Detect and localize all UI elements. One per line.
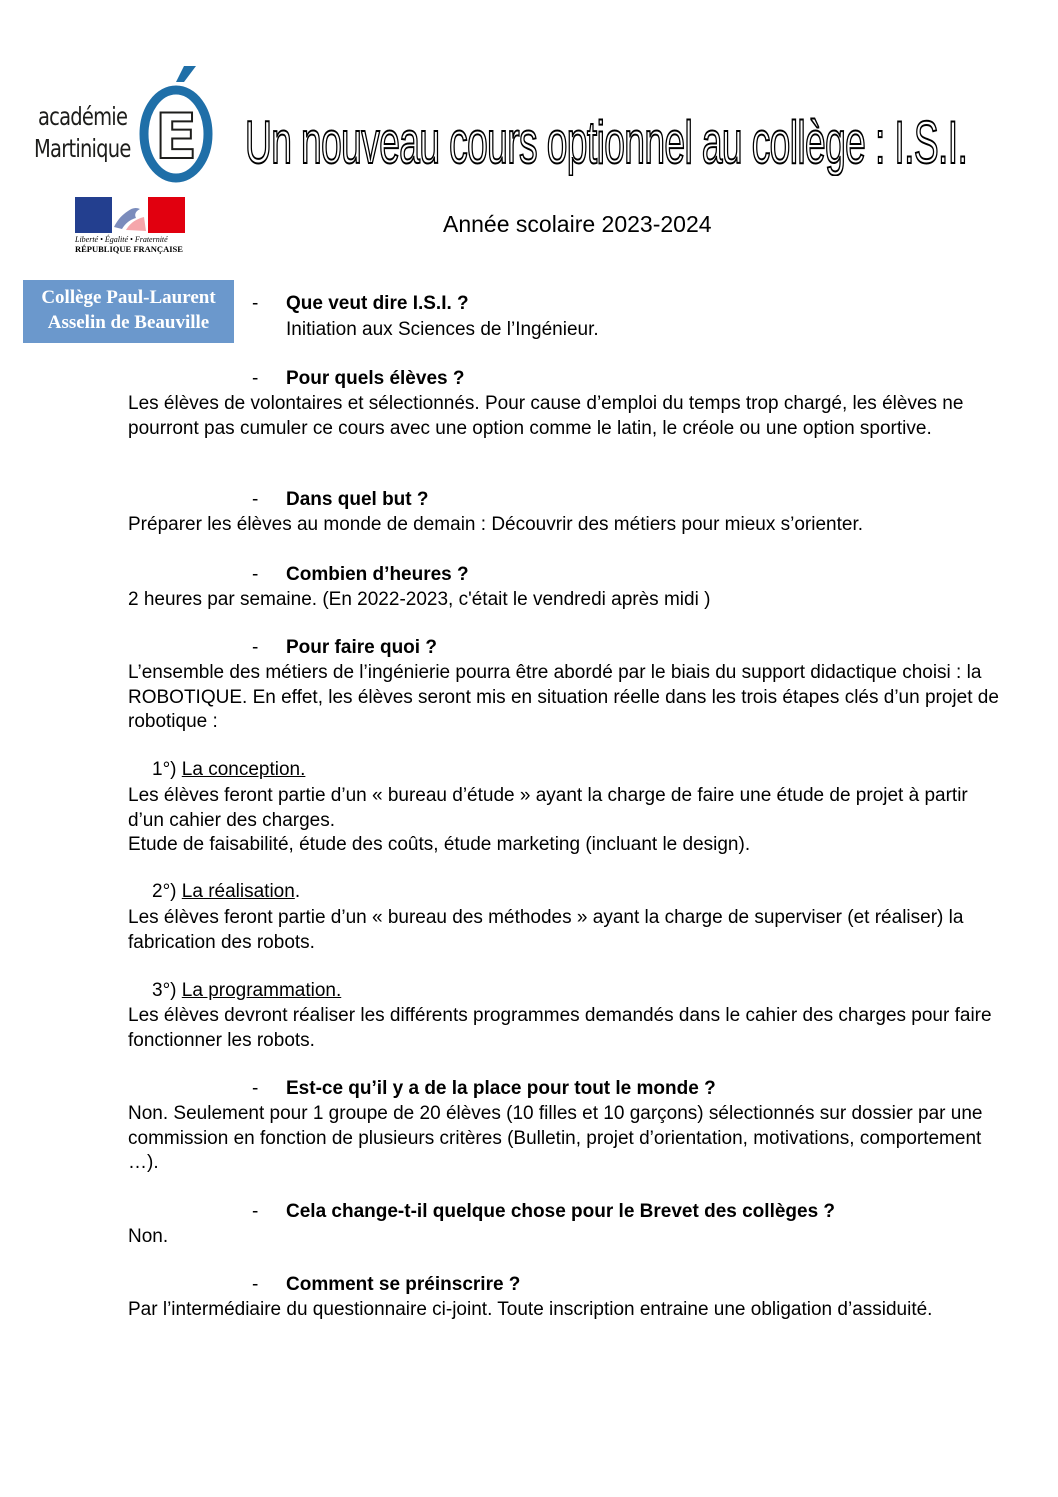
- question-heading: Pour quels élèves ?: [286, 368, 465, 389]
- step-text: Les élèves devront réaliser les différents programmes demandés dans le cahier des charges pour faire fonctionner les robots.: [128, 1005, 992, 1051]
- step-number: 2°): [152, 881, 177, 902]
- academie-e-emblem-icon: [138, 62, 218, 187]
- answer-text: Par l’intermédiaire du questionnaire ci-joint. Toute inscription entraine une obligation d’assiduité.: [128, 1299, 933, 1320]
- question-heading: Que veut dire I.S.I. ?: [286, 293, 469, 314]
- page-title-text: Un nouveau cours optionnel au collège : I.S.I.: [245, 109, 968, 176]
- step-heading: [152, 980, 341, 1002]
- bullet-dash: -: [252, 1201, 259, 1222]
- rf-name: RÉPUBLIQUE FRANÇAISE: [75, 244, 183, 254]
- answer-text: Non. Seulement pour 1 groupe de 20 élèves (10 filles et 10 garçons) sélectionnés sur dossier par une commission en fonction de plusieurs critères (Bulletin, projet d’orientation, motivations, comportement …).: [128, 1103, 983, 1173]
- step-text: Les élèves feront partie d’un « bureau d’étude » ayant la charge de faire une étude de projet à partir d’un cahier des charges.: [128, 785, 968, 831]
- academie-logo-line2: Martinique: [34, 134, 131, 163]
- college-name-line2: Asselin de Beauville: [47, 312, 210, 333]
- svg-text:E: E: [154, 100, 198, 173]
- step-number: 1°): [152, 759, 177, 780]
- step-title: La programmation.: [181, 980, 342, 1001]
- question-heading: Est-ce qu’il y a de la place pour tout le monde ?: [286, 1078, 716, 1099]
- step-heading: [152, 759, 305, 781]
- college-name-box: [23, 280, 234, 343]
- academie-logo-line1: académie: [38, 102, 128, 131]
- step-text: Les élèves feront partie d’un « bureau des méthodes » ayant la charge de superviser (et réaliser) la fabrication des robots.: [128, 907, 964, 953]
- answer-text: Préparer les élèves au monde de demain : Découvrir des métiers pour mieux s’orienter.: [128, 514, 864, 535]
- answer-text: Les élèves de volontaires et sélectionnés. Pour cause d’emploi du temps trop chargé, les élèves ne pourront pas cumuler ce cours avec une option comme le latin, le créole ou une option sportive.: [128, 393, 964, 439]
- marianne-profile-icon: [112, 197, 149, 233]
- bullet-dash: -: [252, 368, 259, 389]
- question-heading: Cela change-t-il quelque chose pour le Brevet des collèges ?: [286, 1201, 836, 1222]
- rf-motto: Liberté • Égalité • Fraternité: [75, 235, 168, 244]
- question-heading: Comment se préinscrire ?: [286, 1274, 521, 1295]
- bullet-dash: -: [252, 637, 259, 658]
- step-title: La conception.: [181, 759, 306, 780]
- step-heading: [152, 881, 300, 903]
- answer-text: L’ensemble des métiers de l’ingénierie pourra être abordé par le biais du support didactique choisi : la ROBOTIQUE. En effet, les élèves seront mis en situation réelle dans les trois étapes clés d’un projet de robotique :: [128, 662, 999, 732]
- question-heading: Combien d’heures ?: [286, 564, 469, 585]
- bullet-dash: -: [252, 1078, 259, 1099]
- question-heading: Dans quel but ?: [286, 489, 429, 510]
- answer-text: Initiation aux Sciences de l’Ingénieur.: [286, 319, 599, 340]
- bullet-dash: -: [252, 564, 259, 585]
- answer-text: Non.: [128, 1226, 169, 1247]
- bullet-dash: -: [252, 1274, 259, 1295]
- step-title-end: .: [294, 881, 301, 902]
- academie-martinique-logo: [30, 62, 215, 187]
- question-heading: Pour faire quoi ?: [286, 637, 437, 658]
- answer-text: 2 heures par semaine. (En 2022-2023, c'était le vendredi après midi ): [128, 589, 711, 610]
- school-year: Année scolaire 2023-2024: [443, 211, 712, 237]
- republique-francaise-logo: [75, 197, 187, 263]
- step-text: Etude de faisabilité, étude des coûts, étude marketing (incluant le design).: [128, 834, 751, 855]
- french-flag-icon: [75, 197, 185, 233]
- step-title: La réalisation: [181, 881, 295, 902]
- step-number: 3°): [152, 980, 177, 1001]
- page-title: [245, 108, 1045, 188]
- college-name-line1: Collège Paul-Laurent: [41, 287, 216, 308]
- bullet-dash: -: [252, 293, 259, 314]
- bullet-dash: -: [252, 489, 259, 510]
